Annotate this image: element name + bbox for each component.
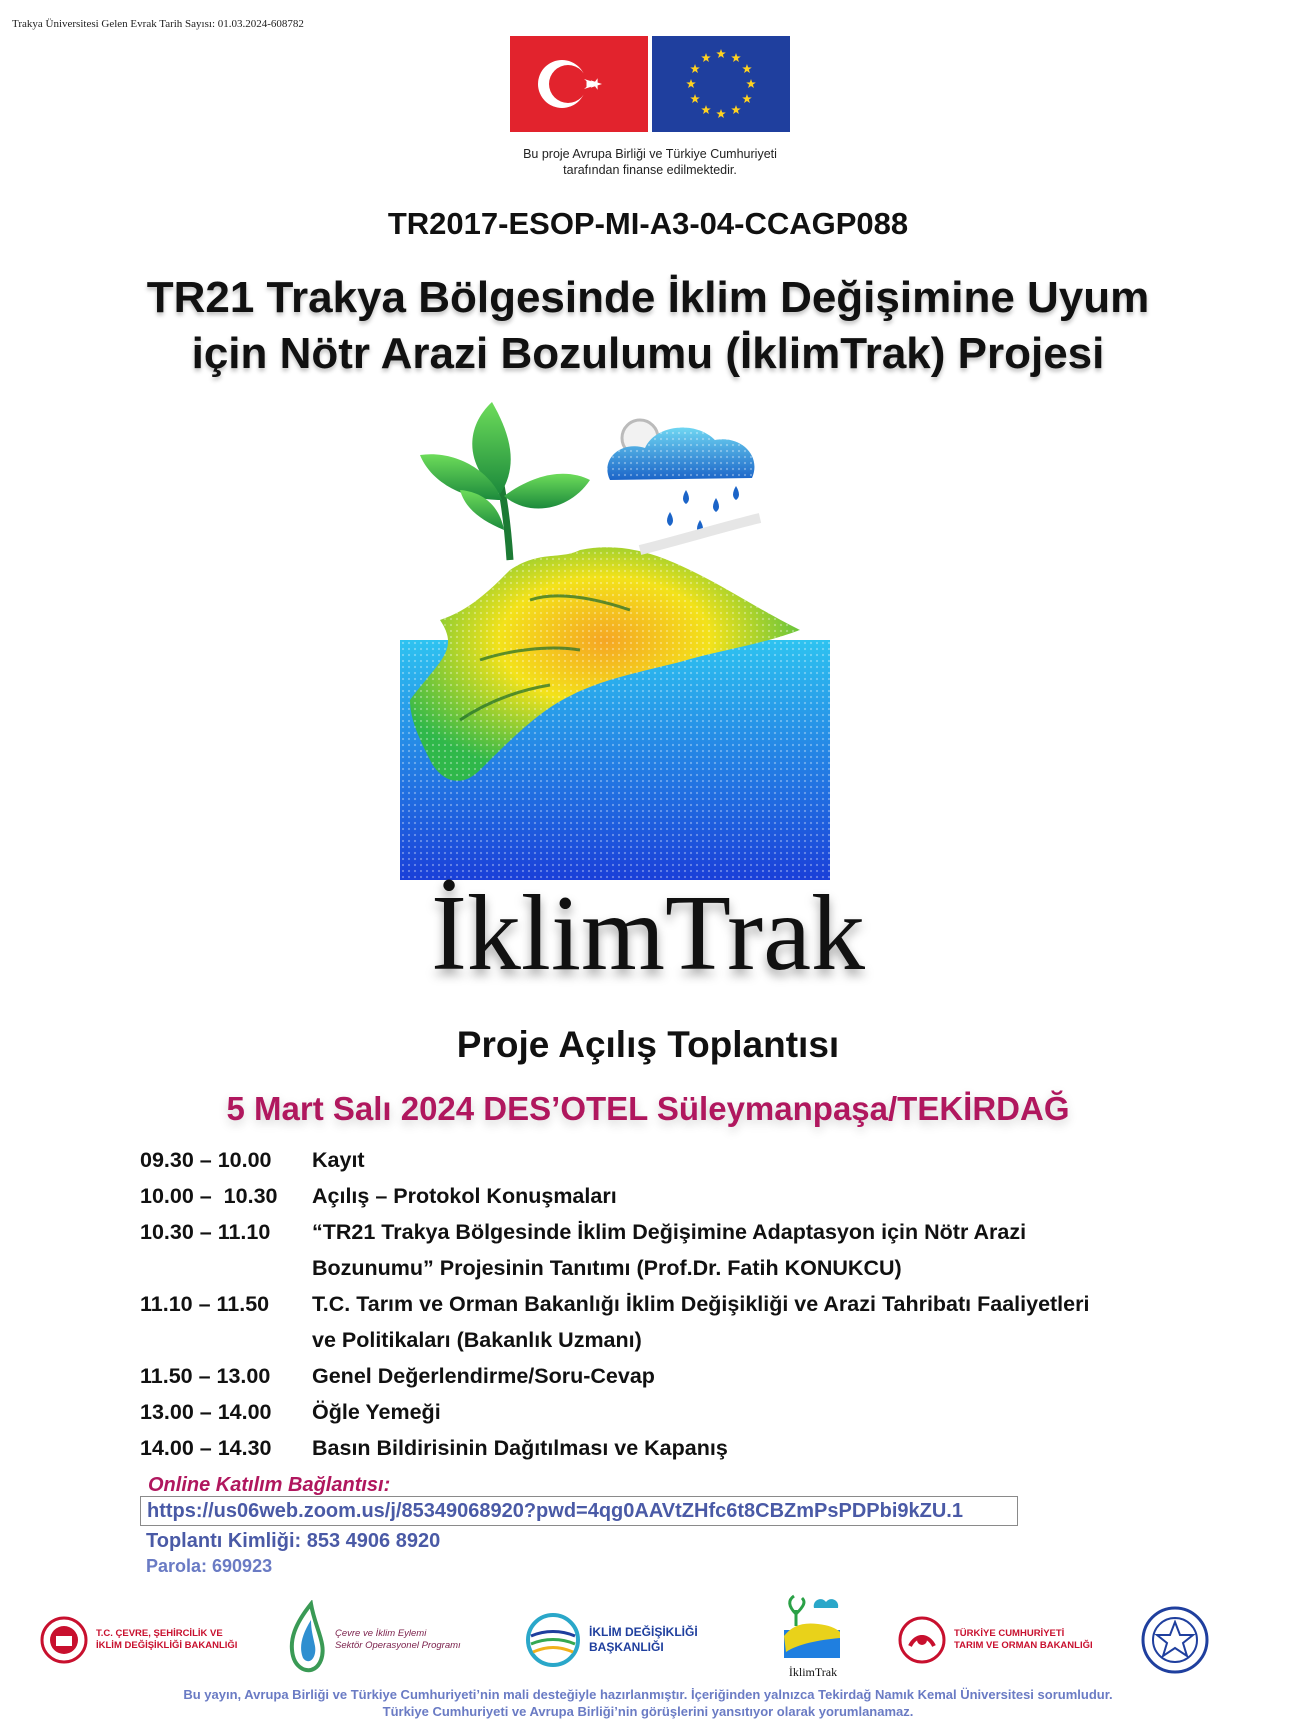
eu-star-icon — [742, 94, 752, 103]
ministry-agri-logo: TÜRKİYE CUMHURİYETİ TARIM VE ORMAN BAKANLIĞI — [898, 1600, 1093, 1680]
turkey-flag — [510, 36, 648, 132]
brand-logo-text: İklimTrak — [430, 874, 866, 993]
eu-star-icon — [731, 53, 741, 62]
ministry-seal-icon — [40, 1616, 88, 1664]
eu-star-icon — [686, 79, 696, 88]
agenda-desc: Genel Değerlendirme/Soru-Cevap — [312, 1364, 655, 1388]
agenda-time: 10.00 – 10.30 — [140, 1184, 278, 1208]
eu-star-icon — [690, 64, 700, 73]
project-code: TR2017-ESOP-MI-A3-04-CCAGP088 — [387, 206, 909, 241]
agenda-desc: Basın Bildirisinin Dağıtılması ve Kapanış — [312, 1436, 728, 1460]
agenda-time: 10.30 – 11.10 — [140, 1220, 271, 1244]
agenda-time: 13.00 – 14.00 — [140, 1400, 272, 1424]
agenda-time: 14.00 – 14.30 — [140, 1436, 272, 1460]
agenda-desc: “TR21 Trakya Bölgesinde İklim Değişimine Adaptasyon için Nötr Arazi Bozunumu” Projesinin Tanıtımı (Prof.Dr. Fatih KONUKCU) — [312, 1220, 1027, 1280]
agenda-item — [140, 1214, 1200, 1286]
university-seal-logo — [1140, 1600, 1210, 1680]
eu-star-icon — [701, 105, 711, 114]
agenda-desc: T.C. Tarım ve Orman Bakanlığı İklim Değişikliği ve Arazi Tahribatı Faaliyetleri ve Politikaları (Bakanlık Uzmanı) — [312, 1292, 1090, 1352]
iklimtrak-mini-icon — [778, 1592, 848, 1660]
crescent-star-icon — [510, 36, 648, 132]
agenda-item — [140, 1430, 1200, 1466]
meeting-password: Parola: 690923 — [146, 1556, 273, 1576]
document-stamp: Trakya Üniversitesi Gelen Evrak Tarih Sayısı: 01.03.2024-608782 — [12, 18, 304, 30]
university-seal-icon — [1140, 1605, 1210, 1675]
agenda-list — [140, 1142, 1200, 1466]
ministry-seal-icon — [898, 1616, 946, 1664]
event-subtitle: Proje Açılış Toplantısı — [456, 1024, 840, 1065]
eu-star-icon — [716, 109, 726, 118]
eu-star-icon — [746, 79, 756, 88]
climate-presidency-logo: İKLİM DEĞİŞİKLİĞİ BAŞKANLIĞI — [525, 1600, 698, 1680]
agenda-desc: Kayıt — [312, 1148, 365, 1172]
ministry-env-logo: T.C. ÇEVRE, ŞEHİRCİLİK VE İKLİM DEĞİŞİKLİĞİ BAKANLIĞI — [40, 1600, 237, 1680]
agenda-desc: Açılış – Protokol Konuşmaları — [312, 1184, 617, 1208]
agenda-time: 11.10 – 11.50 — [140, 1292, 270, 1316]
agenda-item — [140, 1358, 1200, 1394]
footer-disclaimer: Bu yayın, Avrupa Birliği ve Türkiye Cumhuriyeti’nin mali desteğiyle hazırlanmıştır. İçeriğinden yalnızca Tekirdağ Namık Kemal Üniversitesi sorumludur. Türkiye Cumhuriyeti ve Avrupa Birliği’nin görüşlerini yansıtıyor olarak yorumlanamaz. — [183, 1687, 1113, 1719]
water-drop-icon — [285, 1600, 329, 1680]
agenda-item — [140, 1142, 1200, 1178]
eu-star-icon — [716, 49, 726, 58]
sop-logo: Çevre ve İklim Eylemi Sektör Operasyonel Programı — [285, 1600, 461, 1680]
eu-star-icon — [742, 64, 752, 73]
funding-note: Bu proje Avrupa Birliği ve Türkiye Cumhuriyeti tarafından finanse edilmektedir. — [523, 147, 777, 177]
meeting-id: Toplantı Kimliği: 853 4906 8920 — [146, 1530, 441, 1552]
event-date-location: 5 Mart Salı 2024 DES’OTEL Süleymanpaşa/TEKİRDAĞ — [226, 1090, 1070, 1127]
globe-swirl-icon — [525, 1612, 581, 1668]
agenda-item — [140, 1394, 1200, 1430]
eu-stars-icon — [652, 36, 790, 132]
page-title: TR21 Trakya Bölgesinde İklim Değişimine Uyum için Nötr Arazi Bozulumu (İklimTrak) Projesi — [146, 273, 1150, 378]
zoom-link[interactable]: https://us06web.zoom.us/j/85349068920?pwd=4qg0AAVtZHfc6t8CBZmPsPDPbi9kZU.1 — [140, 1496, 1018, 1526]
agenda-time: 09.30 – 10.00 — [140, 1148, 272, 1172]
eu-star-icon — [701, 53, 711, 62]
eu-flag — [652, 36, 790, 132]
agenda-item — [140, 1286, 1200, 1358]
online-label: Online Katılım Bağlantısı: — [148, 1474, 391, 1496]
agenda-time: 11.50 – 13.00 — [140, 1364, 271, 1388]
iklimtrak-small-logo: İklimTrak — [778, 1592, 848, 1680]
agenda-item — [140, 1178, 1200, 1214]
agenda-desc: Öğle Yemeği — [312, 1400, 441, 1424]
iklimtrak-illustration — [400, 400, 880, 880]
eu-star-icon — [690, 94, 700, 103]
eu-star-icon — [731, 105, 741, 114]
